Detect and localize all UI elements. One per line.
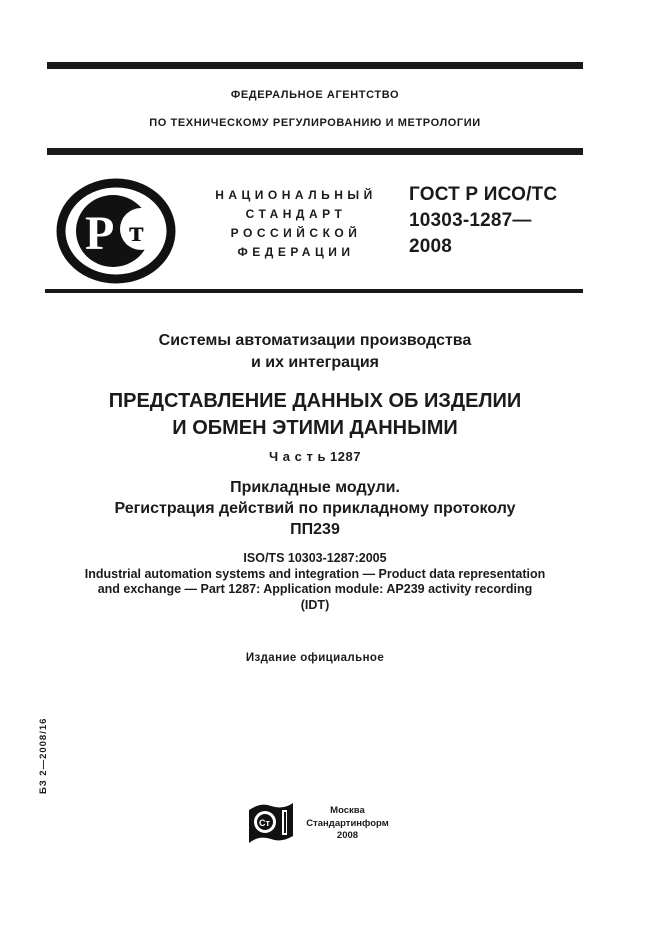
iso-reference-line: Industrial automation systems and integration — Product data representation [84, 566, 546, 581]
module-subtitle-line: ПП239 [290, 521, 340, 538]
agency-header [47, 81, 583, 137]
module-subtitle-line: Прикладные модули. [230, 479, 400, 496]
standard-type-line: ФЕДЕРАЦИИ [237, 245, 355, 259]
standard-type-line: СТАНДАРТ [245, 207, 347, 221]
standard-type-line: РОССИЙСКОЙ [230, 226, 362, 240]
module-subtitle-line: Регистрация действий по прикладному протоколу [114, 500, 516, 517]
standard-group-title [47, 330, 583, 374]
header-rule [47, 148, 583, 155]
designation-line: 10303-1287— [409, 210, 532, 231]
iso-reference [47, 551, 583, 613]
designation-rule [45, 289, 583, 293]
imprint-line: 2008 [336, 830, 359, 841]
official-edition-note: Издание официальное [245, 652, 385, 664]
page-title [47, 388, 583, 442]
side-registry-code: БЗ 2—2008/16 [38, 717, 49, 794]
designation-line: 2008 [409, 236, 453, 257]
rst-certification-mark-icon [55, 177, 177, 285]
module-subtitle [47, 477, 583, 540]
standard-type-line: НАЦИОНАЛЬНЫЙ [215, 188, 377, 202]
publisher-imprint [285, 805, 410, 843]
group-title-line: и их интеграция [250, 354, 380, 371]
main-title-line: И ОБМЕН ЭТИМИ ДАННЫМИ [172, 417, 458, 439]
part-label: Ч а с т ь 1287 [269, 449, 361, 464]
svg-text:Ст: Ст [259, 818, 270, 828]
svg-text:Р: Р [85, 207, 115, 260]
main-title-line: ПРЕДСТАВЛЕНИЕ ДАННЫХ ОБ ИЗДЕЛИИ [108, 390, 522, 412]
designation-line: ГОСТ Р ИСО/ТС [409, 184, 558, 205]
imprint-line: Стандартинформ [306, 817, 389, 829]
agency-line-1: ФЕДЕРАЛЬНОЕ АГЕНТСТВО [230, 89, 400, 101]
iso-reference-line: and exchange — Part 1287: Application module: AP239 activity recording [97, 582, 533, 596]
svg-text:т: т [129, 215, 144, 248]
group-title-line: Системы автоматизации производства [158, 332, 472, 349]
top-rule [47, 62, 583, 69]
agency-line-2: ПО ТЕХНИЧЕСКОМУ РЕГУЛИРОВАНИЮ И МЕТРОЛОГИИ [149, 117, 481, 129]
national-standard-label [190, 186, 402, 262]
standard-designation [409, 182, 589, 260]
iso-reference-line: ISO/TS 10303-1287:2005 [243, 551, 387, 565]
iso-reference-line: (IDT) [300, 597, 330, 612]
imprint-line: Москва [330, 805, 365, 816]
